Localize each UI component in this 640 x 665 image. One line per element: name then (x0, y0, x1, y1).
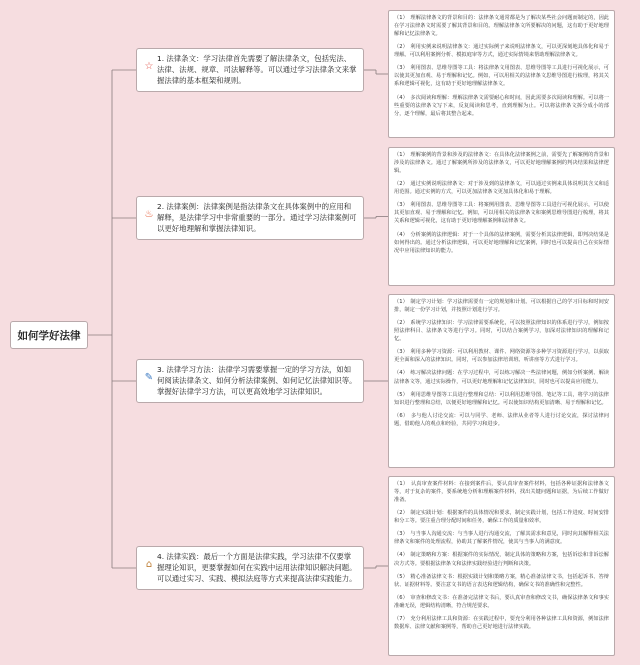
detail-item: （4） 分析案例的法律逻辑：对于一个具体的法律案例，需要分析其法律逻辑，即判决结果是如何得出的。通过分析法律逻辑，可以更好地理解和记忆案例，同时也可以提高自己在实际情况中应用法律知识的能力。 (394, 231, 609, 254)
detail-item: （1） 认真审查案件材料：在接到案件后，要认真审查案件材料，包括各种证据和法律条文等，对于复杂的案件，要系统地分析和理解案件材料，找出关键问题和证据，为后续工作做好准备。 (394, 481, 609, 504)
detail-item: （2） 利用实例来说明法律条文：通过实际例子来说明法律条文，可以更深刻地具体化和易于理解。可以利用案例分析、模拟庭审等方式，通过实际情境来帮助理解法律条文。 (394, 44, 609, 59)
detail-item: （4） 练习解决法律问题：在学习过程中，可以练习解决一些法律问题，例如分析案例、解读法律条文等，通过实际操作，可以更好地理解和记忆法律知识，同时也可以提高应用能力。 (394, 370, 609, 385)
detail-item: （4） 多次阅读和理解：理解法律条文需要耐心和时间，因此需要多次阅读和理解。可以将一些重要的法律条文写下来，反复阅读和思考，直到理解为止。可以将法律条文拆分成小的部分，逐个理解，最后将其整合起来。 (394, 94, 609, 117)
detail-item: （5） 利用思维导图等工具进行整理和总结：可以利用思维导图、笔记等工具，将学习的法律知识进行整理和总结，以便更好地理解和记忆。可以使知识结构更加清晰、易于理解和记忆。 (394, 391, 609, 406)
branch-legal-provisions[interactable] (136, 48, 364, 92)
branch-label: 4. 法律实践：最后一个方面是法律实践，学习法律不仅要掌握理论知识，更要掌握如何在实践中运用法律知识解决问题。可以通过实习、实践、模拟法庭等方式来提高法律实践能力。 (157, 552, 357, 584)
detail-group-legal-cases (388, 147, 615, 286)
house-icon: ⌂ (145, 559, 153, 570)
detail-group-study-methods (388, 294, 615, 468)
detail-item: （4） 制定策略和方案：根据案件的实际情况，制定具体的策略和方案，包括诉讼和非诉讼解决方式等。要根据法律条文和法律实践经验进行判断和决策。 (394, 552, 609, 567)
branch-legal-practice[interactable] (136, 546, 364, 590)
detail-item: （1） 理解案例的背景和涉及的法律条文：在具体化法律案例之前，需要先了解案例的背景和涉及的法律条文。通过了解案例所涉及的法律条文，可以更好地理解案例的判决结果和法律逻辑。 (394, 152, 609, 175)
branch-label: 1. 法律条文：学习法律首先需要了解法律条文，包括宪法、法律、法规、规章、司法解释等。可以通过学习法律条文来掌握法律的基本框架和规则。 (157, 54, 357, 86)
detail-item: （2） 通过实例说明法律条文：对于涉及到的法律条文，可以通过实例来具体说明其含义和适用范围。通过实例的方式，可以更加法律条文更加具体化和易于理解。 (394, 181, 609, 196)
detail-item: （5） 精心准备法律文书：根据实践计划和策略方案，精心准备法律文书，包括起诉书、答辩状、证据材料等。要注意文书的语言表达和逻辑结构，确保文书的准确性和完整性。 (394, 573, 609, 588)
branch-label: 2. 法律案例：法律案例是指法律条文在具体案例中的应用和解释，是法律学习中非常重要的一部分。通过学习法律案例可以更好地理解和掌握法律知识。 (157, 202, 357, 234)
root-title: 如何学好法律 (17, 329, 81, 342)
detail-item: （6） 审查和修改文书：在准备完法律文书后，要认真审查和修改文书，确保法律条文和事实准确无误，逻辑结构清晰，符合规范要求。 (394, 594, 609, 609)
detail-group-legal-practice (388, 476, 615, 656)
branch-legal-cases[interactable] (136, 196, 364, 240)
detail-item: （3） 与当事人沟通交流：与当事人进行沟通交流，了解其需求和意见，同时向其解释相关法律条文和案件的处理流程，协助其了解案件情况，使其与当事人的满意度。 (394, 531, 609, 546)
detail-group-legal-provisions (388, 10, 615, 138)
pen-icon: ✎ (144, 372, 154, 383)
detail-item: （2） 制定实践计划：根据案件的具体情况和要求，制定实践计划，包括工作进度、时间安排和分工等。要注重合理分配时间和任务，确保工作的质量和效率。 (394, 510, 609, 525)
root-node[interactable] (10, 321, 88, 349)
detail-item: （7） 充分利用法律工具和资源：在实践过程中，要充分利用各种法律工具和资源，例如法律数据库、法律文献和案例等，帮助自己更好地进行法律实践。 (394, 615, 609, 630)
detail-item: （6） 多与他人讨论交流：可以与同学、老师、法律从业者等人进行讨论交流，探讨法律问题，借助他人的观点和经验，共同学习和进步。 (394, 412, 609, 427)
detail-item: （3） 利用多种学习资源：可以利用教材、课件、网络资源等多种学习资源进行学习，以获取更全面和深入的法律知识。同时，可以参加法律培训班、听讲座等方式进行学习。 (394, 349, 609, 364)
detail-item: （1） 理解法律条文的背景和目的：法律条文通常都是为了解决某些社会问题而制定的，因此在学习法律条文时需要了解其背景和目的。理解法律条文所要解决的问题，这有助于更好地理解和记忆法律条文。 (394, 15, 609, 38)
branch-label: 3. 法律学习方法：法律学习需要掌握一定的学习方法，如如何阅读法律条文、如何分析法律案例、如何记忆法律知识等。掌握好法律学习方法，可以更高效地学习法律知识。 (157, 365, 357, 397)
branch-study-methods[interactable] (136, 359, 364, 403)
detail-item: （3） 利用图表、思维导图等工具：将法律条文用图表、思维导图等工具进行可视化展示，可以使其更加直观、易于理解和记忆。例如，可以用相关的法律条文思维导图进行梳理，将其关系和逻辑可视化，这有助于更好地理解法律条文。 (394, 65, 609, 88)
detail-item: （3） 利用图表、思维导图等工具：将案例用图表、思维导图等工具进行可视化展示，可以使其更加直观、易于理解和记忆。例如，可以用相关的法律条文和案例思维导图进行梳理，将其关系和逻辑可视化，这有助于更好地理解案例和法律条文。 (394, 202, 609, 225)
star-icon: ☆ (144, 61, 154, 72)
detail-item: （2） 系统学习法律知识：学习法律需要系统化，可以按照法律知识的体系进行学习，例如按照法律科目、法律条文等进行学习。同时，可以结合案例学习，加深对法律知识的理解和记忆。 (394, 320, 609, 343)
detail-item: （1） 制定学习计划：学习法律需要有一定的规划和计划。可以根据自己的学习目标和时间安排，制定一份学习计划，并按照计划进行学习。 (394, 299, 609, 314)
fire-icon: ♨ (144, 209, 154, 220)
